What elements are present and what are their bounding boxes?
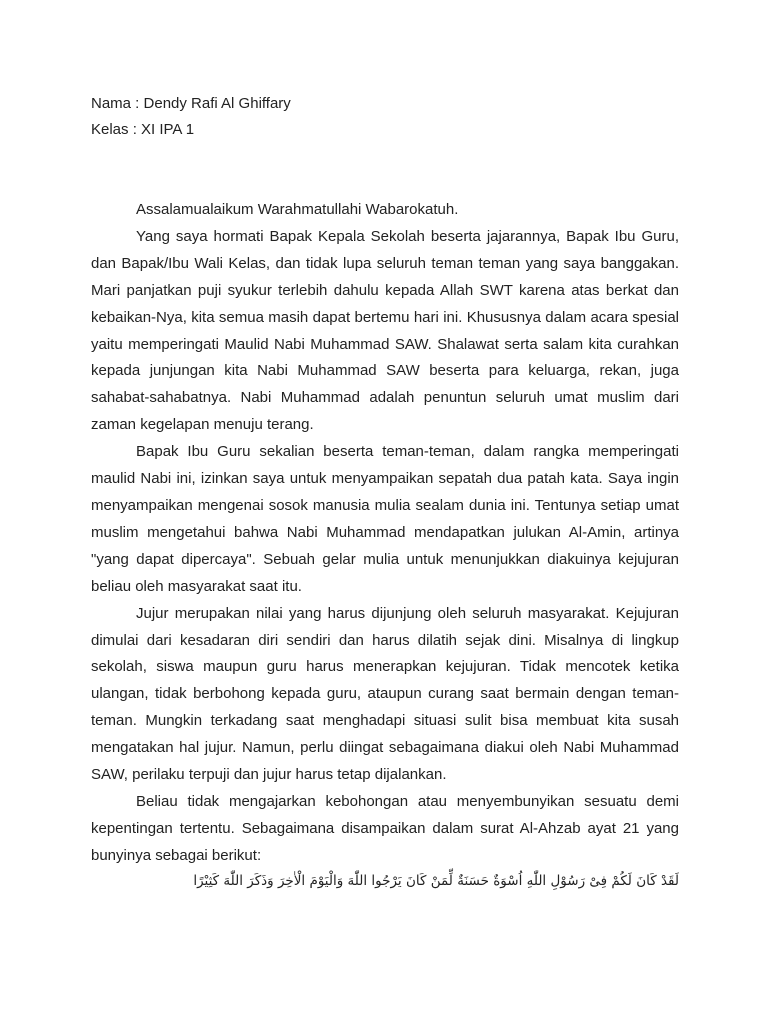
student-info — [91, 91, 291, 143]
paragraph-opening: Yang saya hormati Bapak Kepala Sekolah beserta jajarannya, Bapak Ibu Guru, dan Bapak/Ibu Wali Kelas, dan tidak lupa seluruh teman teman yang saya banggakan. Mari panjatkan puji syukur terlebih dahulu kepada Allah SWT karena atas berkat dan kebaikan-Nya, kita semua masih dapat bertemu hari ini. Khususnya dalam acara spesial yaitu memperingati Maulid Nabi Muhammad SAW. Shalawat serta salam kita curahkan kepada junjungan kita Nabi Muhammad SAW beserta para keluarga, rekan, juga sahabat-sahabatnya. Nabi Muhammad adalah penuntun seluruh umat muslim dari zaman kegelapan menuju terang. — [91, 227, 679, 434]
arabic-verse: لَقَدْ كَانَ لَكُمْ فِىْ رَسُوْلِ اللّٰهِ اُسْوَةٌ حَسَنَةٌ لِّمَنْ كَانَ يَرْجُوا اللّٰهَ وَالْيَوْمَ الْاٰخِرَ وَذَكَرَ اللّٰهَ كَثِيْرًا — [193, 873, 679, 889]
student-class-line: Kelas : XI IPA 1 — [91, 121, 195, 138]
opening-greeting: Assalamualaikum Warahmatullahi Wabarokatuh. — [136, 201, 459, 218]
student-name-line: Nama : Dendy Rafi Al Ghiffary — [91, 95, 291, 112]
paragraph-al-amin: Bapak Ibu Guru sekalian beserta teman-teman, dalam rangka memperingati maulid Nabi ini, izinkan saya untuk menyampaikan sepatah dua patah kata. Saya ingin menyampaikan mengenai sosok manusia mulia sealam dunia ini. Tentunya setiap umat muslim mengetahui bahwa Nabi Muhammad mendapatkan julukan Al-Amin, artinya "yang dapat dipercaya". Sebuah gelar mulia untuk menunjukkan diakuinya kejujuran beliau oleh masyarakat saat itu. — [91, 443, 679, 595]
paragraph-honesty: Jujur merupakan nilai yang harus dijunjung oleh seluruh masyarakat. Kejujuran dimulai dari kesadaran diri sendiri dan harus dilatih sejak dini. Misalnya di lingkup sekolah, siswa maupun guru harus menerapkan kejujuran. Tidak mencotek ketika ulangan, tidak berbohong kepada guru, ataupun curang saat bermain dengan teman-teman. Mungkin terkadang saat menghadapi situasi sulit bisa membuat kita susah mengatakan hal jujur. Namun, perlu diingat sebagaimana diakui oleh Nabi Muhammad SAW, perilaku terpuji dan jujur harus tetap dijalankan. — [91, 604, 679, 784]
speech-body — [91, 197, 679, 870]
paragraph-al-ahzab: Beliau tidak mengajarkan kebohongan atau menyembunyikan sesuatu demi kepentingan tertentu. Sebagaimana disampaikan dalam surat Al-Ahzab ayat 21 yang bunyinya sebagai berikut: — [91, 792, 679, 864]
